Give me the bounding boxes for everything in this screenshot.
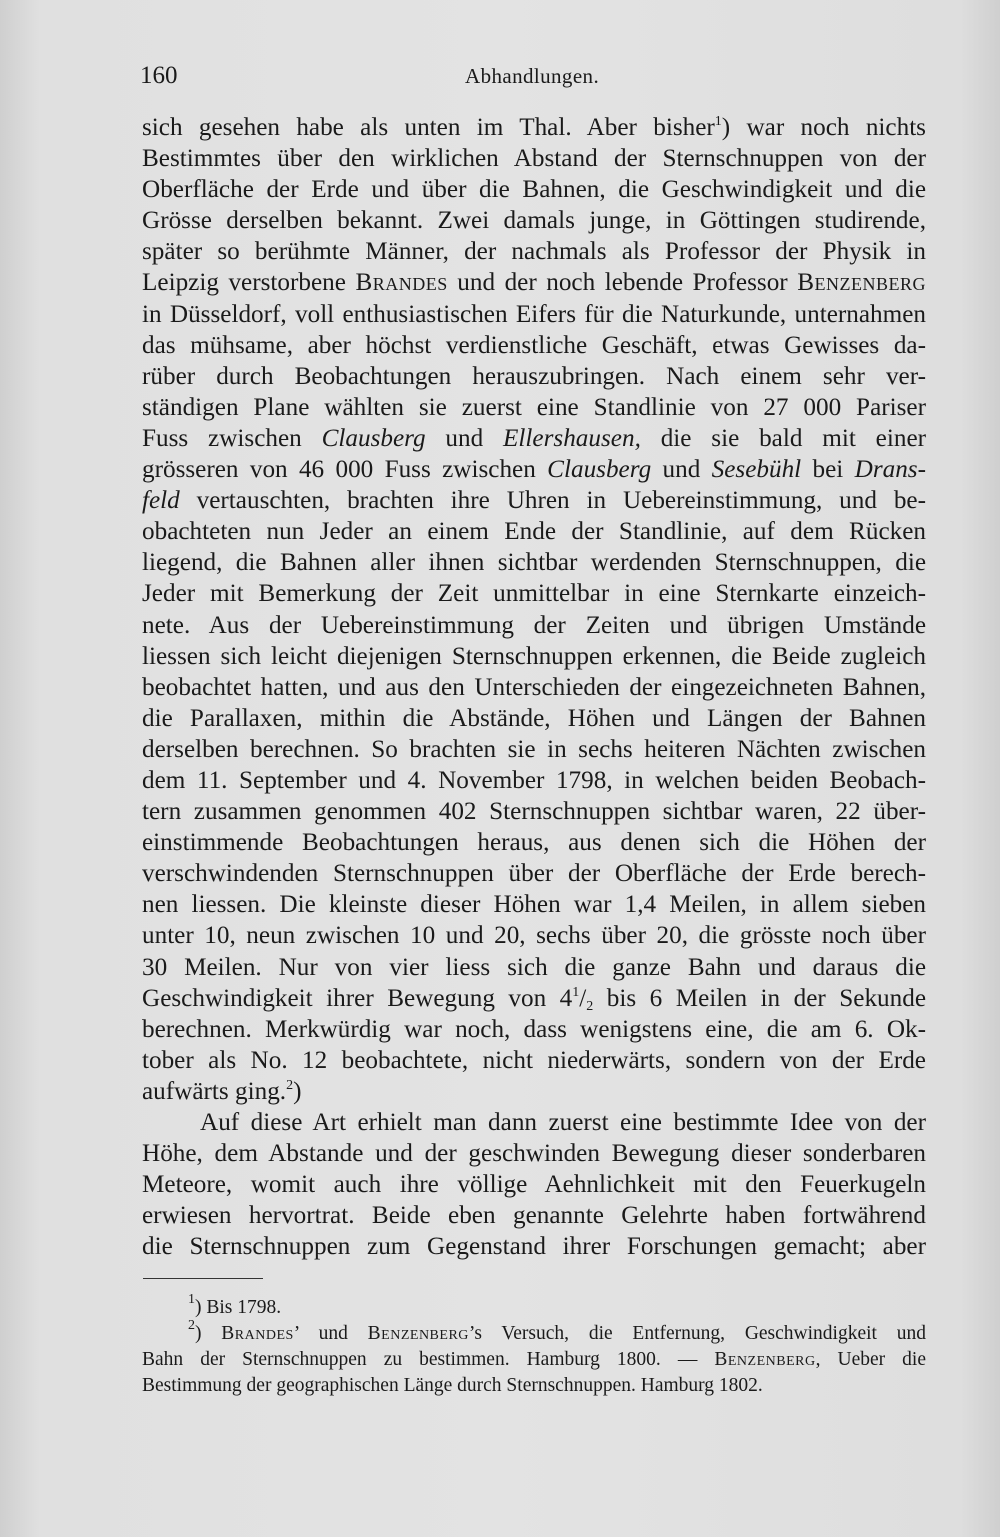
text-line: Oberfläche der Erde und über die Bahnen, die Geschwindigkeit und die	[142, 176, 926, 204]
footnote-line: Bestimmung der geographischen Länge durch Sternschnuppen. Hamburg 1802.	[142, 1375, 763, 1396]
place-name: Sesebühl	[711, 456, 802, 484]
text-line: das mühsame, aber höchst verdienstliche Geschäft, etwas Gewisses da-	[142, 331, 926, 359]
text-line: nen liessen. Die kleinste dieser Höhen war 1,4 Meilen, in allem sieben	[142, 891, 926, 919]
running-head	[140, 62, 930, 98]
text-line: liegend, die Bahnen aller ihnen sichtbar werdenden Sternschnuppen, die	[142, 549, 926, 577]
footnote-line: Bahn der Sternschnuppen zu bestimmen. Hamburg 1800. — Benzenberg, Ueber die	[142, 1349, 926, 1370]
text-line: Grösse derselben bekannt. Zwei damals junge, in Göttingen studirende,	[142, 207, 926, 235]
person-name: Brandes	[221, 1323, 294, 1344]
text-line: tern zusammen genommen 402 Sternschnuppen sichtbar waren, 22 über-	[142, 798, 926, 826]
text-line: Leipzig verstorbene Brandes und der noch lebende Professor Benzenberg	[142, 269, 926, 297]
place-name: Clausberg	[321, 424, 426, 452]
text-line: erwiesen hervortrat. Beide eben genannte Gelehrte haben fortwährend	[142, 1202, 926, 1230]
person-name: Benzenberg	[797, 269, 926, 297]
page-number: 160	[140, 62, 178, 89]
person-name: Brandes	[355, 269, 448, 297]
text-line: feld vertauschten, brachten ihre Uhren in Uebereinstimmung, und be-	[142, 487, 926, 515]
text-line: ständigen Plane wählten sie zuerst eine Standlinie von 27 000 Pariser	[142, 393, 926, 421]
text-line: beobachtet hatten, und aus den Unterschieden der eingezeichneten Bahnen,	[142, 673, 926, 701]
place-name: Drans-	[854, 456, 926, 484]
body-text	[142, 112, 926, 1262]
text-line: Fuss zwischen Clausberg und Ellershausen, die sie bald mit einer	[142, 424, 927, 452]
text-line: Bestimmtes über den wirklichen Abstand der Sternschnuppen von der	[142, 145, 926, 173]
text-line: aufwärts ging.$^2$)	[142, 1077, 302, 1105]
place-name: Ellershausen,	[503, 424, 641, 452]
text-line: einstimmende Beobachtungen heraus, aus denen sich die Höhen der	[142, 829, 926, 857]
text-line: tober als No. 12 beobachtete, nicht niederwärts, sondern von der Erde	[142, 1046, 926, 1074]
text-line: rüber durch Beobachtungen herauszubringen. Nach einem sehr ver-	[142, 362, 926, 390]
footnote-1: $^1$) Bis 1798.	[188, 1292, 282, 1318]
text-line: derselben berechnen. So brachten sie in sechs heiteren Nächten zwischen	[142, 735, 926, 763]
text-line: 30 Meilen. Nur von vier liess sich die ganze Bahn und daraus die	[142, 953, 926, 981]
text-line: sich gesehen habe als unten im Thal. Aber bisher$^1$) war noch nichts	[142, 114, 926, 141]
running-title: Abhandlungen.	[465, 64, 600, 88]
text-line: in Düsseldorf, voll enthusiastischen Eifers für die Naturkunde, unternahmen	[142, 300, 926, 328]
text-line: Meteore, womit auch ihre völlige Aehnlichkeit mit den Feuerkugeln	[142, 1171, 926, 1199]
text-line: später so berühmte Männer, der nachmals als Professor der Physik in	[142, 238, 926, 266]
footnote-divider	[143, 1278, 263, 1279]
place-name: feld	[142, 487, 180, 515]
paragraph-start: Auf diese Art erhielt man dann zuerst eine bestimmte Idee von der	[200, 1109, 926, 1136]
footnote-ref[interactable]: 1	[714, 114, 722, 129]
text-line: unter 10, neun zwischen 10 und 20, sechs über 20, die grösste noch über	[142, 922, 926, 950]
person-name: Benzenberg	[714, 1349, 816, 1370]
text-line: die Parallaxen, mithin die Abstände, Höhen und Längen der Bahnen	[142, 704, 926, 732]
text-line: die Sternschnuppen zum Gegenstand ihrer Forschungen gemacht; aber	[142, 1233, 926, 1261]
text-line: grösseren von 46 000 Fuss zwischen Clausberg und Sesebühl bei Drans-	[142, 456, 926, 484]
place-name: Clausberg	[547, 456, 652, 484]
footnotes	[142, 1292, 926, 1399]
footnote-2: $^2$) Brandes’ und Benzenberg’s Versuch, die Entfernung, Geschwindigkeit und	[188, 1318, 926, 1344]
person-name: Benzenberg	[367, 1323, 469, 1344]
text-line: Höhe, dem Abstande und der geschwinden Bewegung dieser sonderbaren	[142, 1140, 926, 1168]
text-line: nete. Aus der Uebereinstimmung der Zeiten und übrigen Umstände	[142, 611, 926, 639]
text-line: dem 11. September und 4. November 1798, in welchen beiden Beobach-	[142, 766, 926, 794]
text-line: Jeder mit Bemerkung der Zeit unmittelbar in eine Sternkarte einzeich-	[142, 580, 926, 608]
text-line: liessen sich leicht diejenigen Sternschnuppen erkennen, die Beide zugleich	[142, 642, 926, 670]
text-line: Geschwindigkeit ihrer Bewegung von $4^1/_2$ bis 6 Meilen in der Sekunde	[142, 984, 926, 1014]
text-line: obachteten nun Jeder an einem Ende der Standlinie, auf dem Rücken	[142, 518, 926, 546]
footnote-ref[interactable]: 2	[286, 1077, 294, 1093]
text-line: berechnen. Merkwürdig war noch, dass wenigstens eine, die am 6. Ok-	[142, 1015, 926, 1043]
text-line: verschwindenden Sternschnuppen über der Oberfläche der Erde berech-	[142, 860, 926, 888]
